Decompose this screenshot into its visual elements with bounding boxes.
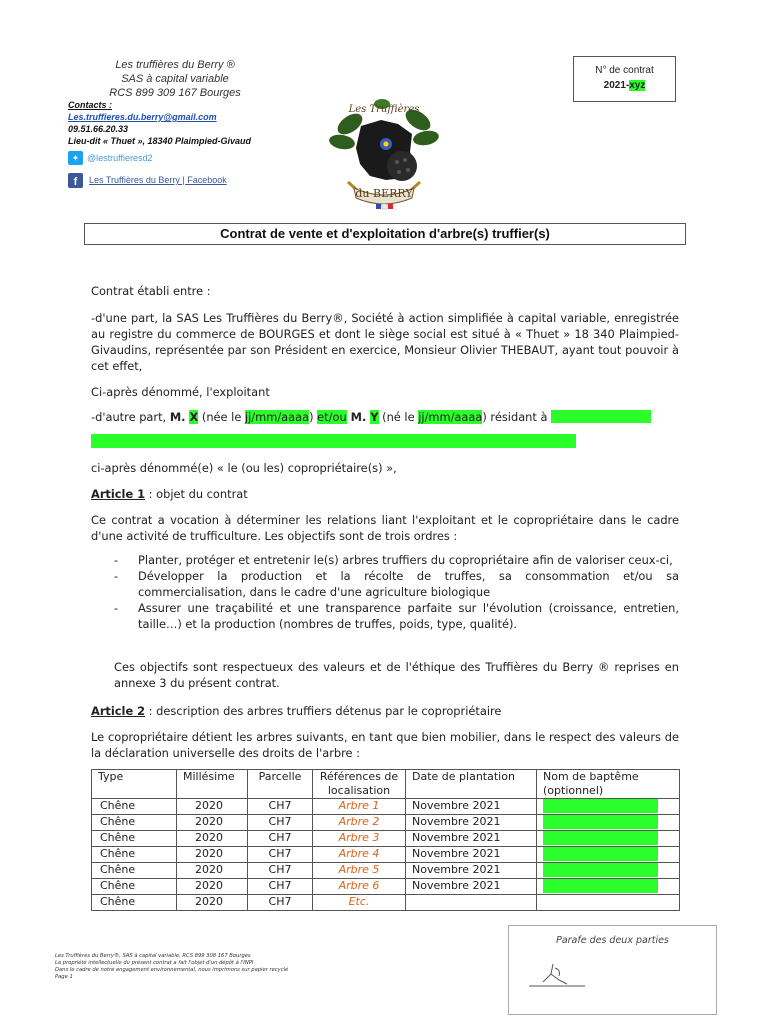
table-row	[92, 847, 680, 863]
footer-line: Les Truffières du Berry®, SAS à capital variable, RCS 899 308 167 Bourges	[55, 953, 251, 959]
facebook-link[interactable]: Les Truffières du Berry | Facebook	[89, 175, 227, 185]
baptism-name-field[interactable]	[543, 831, 658, 845]
cell-reference: Arbre 3	[313, 831, 406, 847]
party2-close2: ) résidant à	[482, 410, 552, 424]
table-row	[92, 895, 680, 911]
page-number: Page 1	[55, 974, 73, 980]
cell-type: Chêne	[92, 895, 177, 911]
col-type: Type	[92, 770, 177, 799]
twitter-icon: ✦	[68, 151, 83, 165]
cell-type: Chêne	[92, 799, 177, 815]
cell-date: Novembre 2021	[406, 863, 537, 879]
party2-born-m: (né le	[378, 410, 419, 424]
footer-notes	[55, 953, 288, 981]
cell-type: Chêne	[92, 815, 177, 831]
col-nom: Nom de baptême (optionnel)	[537, 770, 680, 799]
cell-nom[interactable]	[537, 799, 680, 815]
signature-icon	[525, 958, 595, 992]
trees-table	[91, 769, 680, 911]
facebook-row[interactable]	[68, 171, 227, 189]
email-link[interactable]: Les.truffieres.du.berry@gmail.com	[68, 112, 217, 122]
cell-parcelle: CH7	[248, 895, 313, 911]
residence-field-continued[interactable]	[91, 434, 576, 448]
party2-prefix: -d'autre part,	[91, 410, 170, 424]
cell-nom[interactable]	[537, 895, 680, 911]
cell-date: Novembre 2021	[406, 831, 537, 847]
footer-line: Dans le cadre de notre engagement environnemental, nous imprimons sur papier recyclé	[55, 967, 289, 973]
col-references: Références de localisation	[313, 770, 406, 799]
cell-nom[interactable]	[537, 847, 680, 863]
article1-title: Article 1	[91, 487, 146, 501]
objective-item: - Planter, protéger et entretenir le(s) arbres truffiers du copropriétaire afin de valoriser ceux-ci,	[114, 552, 679, 568]
logo-text-bottom: du BERRY	[355, 187, 413, 200]
contacts-block	[68, 99, 251, 147]
party2-close1: )	[309, 410, 318, 424]
cell-parcelle: CH7	[248, 879, 313, 895]
objective-item: - Assurer une traçabilité et une transparence parfaite sur l'évolution (croissance, entretien, taille…) et la production (nombres de truffes, poids, type, qualité).	[114, 600, 679, 632]
cell-millesime: 2020	[177, 895, 248, 911]
objective-item: - Développer la production et la récolte de truffes, sa consommation et/ou sa commercialisation, dans le cadre d'une agriculture biologique	[114, 568, 679, 600]
cell-nom[interactable]	[537, 831, 680, 847]
cell-type: Chêne	[92, 831, 177, 847]
baptism-name-field[interactable]	[543, 863, 658, 877]
party2-mx: M.	[169, 410, 190, 424]
party2-my: M.	[346, 410, 371, 424]
name-y-field[interactable]: Y	[370, 410, 379, 424]
values-paragraph: Ces objectifs sont respectueux des valeurs et de l'éthique des Truffières du Berry ® reprises en annexe 3 du présent contrat.	[114, 660, 679, 690]
parafe-label: Parafe des deux parties	[556, 935, 669, 946]
table-row	[92, 863, 680, 879]
parafe-box[interactable]	[508, 925, 717, 1015]
birthdate-y-field[interactable]: jj/mm/aaaa	[418, 410, 483, 424]
cell-millesime: 2020	[177, 847, 248, 863]
cell-date: Novembre 2021	[406, 847, 537, 863]
baptism-name-field[interactable]	[543, 815, 658, 829]
cell-millesime: 2020	[177, 815, 248, 831]
intro-text: Contrat établi entre :	[91, 284, 211, 298]
company-type: SAS à capital variable	[121, 73, 229, 85]
cell-reference: Etc.	[313, 895, 406, 911]
cell-parcelle: CH7	[248, 831, 313, 847]
party2-paragraph	[91, 409, 679, 425]
address: Lieu-dit « Thuet », 18340 Plaimpied-Givaud	[68, 136, 252, 146]
cell-millesime: 2020	[177, 863, 248, 879]
col-millesime: Millésime	[177, 770, 248, 799]
cell-date: Novembre 2021	[406, 799, 537, 815]
article2-heading	[91, 703, 679, 719]
cell-parcelle: CH7	[248, 799, 313, 815]
cell-reference: Arbre 4	[313, 847, 406, 863]
company-info	[60, 58, 290, 100]
cell-nom[interactable]	[537, 863, 680, 879]
contract-number-box	[573, 56, 676, 102]
cell-reference: Arbre 6	[313, 879, 406, 895]
baptism-name-field[interactable]	[543, 799, 658, 813]
contract-number-placeholder[interactable]: xyz	[629, 80, 646, 91]
table-header-row	[92, 770, 680, 799]
cell-nom[interactable]	[537, 815, 680, 831]
article2-subtitle: : description des arbres truffiers détenus par le copropriétaire	[145, 704, 502, 718]
cell-reference: Arbre 5	[313, 863, 406, 879]
residence-field[interactable]	[551, 410, 651, 423]
cell-type: Chêne	[92, 879, 177, 895]
baptism-name-field[interactable]	[543, 879, 658, 893]
twitter-row[interactable]	[68, 149, 227, 167]
baptism-name-field[interactable]	[543, 847, 658, 861]
cell-millesime: 2020	[177, 879, 248, 895]
phone-number: 09.51.66.20.33	[68, 124, 129, 134]
cell-millesime: 2020	[177, 831, 248, 847]
and-or-field[interactable]: et/ou	[317, 410, 347, 424]
col-parcelle: Parcelle	[248, 770, 313, 799]
contacts-label: Contacts :	[68, 100, 113, 110]
table-row	[92, 831, 680, 847]
cell-date: Novembre 2021	[406, 815, 537, 831]
cell-reference: Arbre 2	[313, 815, 406, 831]
table-row	[92, 815, 680, 831]
cell-date: Novembre 2021	[406, 879, 537, 895]
party1-paragraph: -d'une part, la SAS Les Truffières du Berry®, Société à action simplifiée à capital variable, enregistrée au registre du commerce de BOURGES et dont le siège social est situé à « Thuet » 18 340 Plaimpied-Givaudins, représentée par son Président en exercice, Monsieur Olivier THEBAUT, ayant tout pouvoir à cet effet,	[91, 311, 679, 373]
cell-parcelle: CH7	[248, 815, 313, 831]
name-x-field[interactable]: X	[189, 410, 199, 424]
cell-type: Chêne	[92, 863, 177, 879]
cell-nom[interactable]	[537, 879, 680, 895]
facebook-icon: f	[68, 173, 83, 188]
coproprietaire-label: ci-après dénommé(e) « le (ou les) copropriétaire(s) »,	[91, 461, 397, 475]
exploitant-label: Ci-après dénommé, l'exploitant	[91, 385, 270, 399]
cell-millesime: 2020	[177, 799, 248, 815]
table-row	[92, 799, 680, 815]
birthdate-x-field[interactable]: jj/mm/aaaa	[244, 410, 310, 424]
cell-type: Chêne	[92, 847, 177, 863]
logo-text-top: Les Truffières	[348, 104, 420, 115]
company-logo	[326, 90, 442, 214]
col-date: Date de plantation	[406, 770, 537, 799]
article1-text: Ce contrat a vocation à déterminer les relations liant l'exploitant et le copropriétaire dans le cadre d'une activité de trufficulture. Les objectifs sont de trois ordres :	[91, 513, 679, 543]
contract-number-label: N° de contrat	[595, 65, 654, 76]
table-row	[92, 879, 680, 895]
social-links	[68, 149, 227, 193]
cell-reference: Arbre 1	[313, 799, 406, 815]
cell-date	[406, 895, 537, 911]
article2-text: Le copropriétaire détient les arbres suivants, en tant que bien mobilier, dans le respect des valeurs de la déclaration universelle des droits de l'arbre :	[91, 730, 679, 760]
company-rcs: RCS 899 309 167 Bourges	[109, 87, 241, 99]
objectives-list	[114, 552, 679, 632]
article2-title: Article 2	[91, 704, 146, 718]
article1-subtitle: : objet du contrat	[145, 487, 248, 501]
article1-heading	[91, 486, 679, 502]
twitter-handle[interactable]: @lestruffieresd2	[87, 153, 153, 163]
cell-parcelle: CH7	[248, 847, 313, 863]
company-name: Les truffières du Berry ®	[115, 59, 235, 71]
cell-parcelle: CH7	[248, 863, 313, 879]
contract-number	[574, 80, 675, 91]
party2-born-f: (née le	[198, 410, 245, 424]
document-title: Contrat de vente et d'exploitation d'arbre(s) truffier(s)	[84, 223, 686, 245]
contract-number-prefix: 2021-	[603, 80, 630, 91]
footer-line: La propriété intellectuelle du présent contrat a fait l'objet d'un dépôt à l'INPI	[55, 960, 254, 966]
